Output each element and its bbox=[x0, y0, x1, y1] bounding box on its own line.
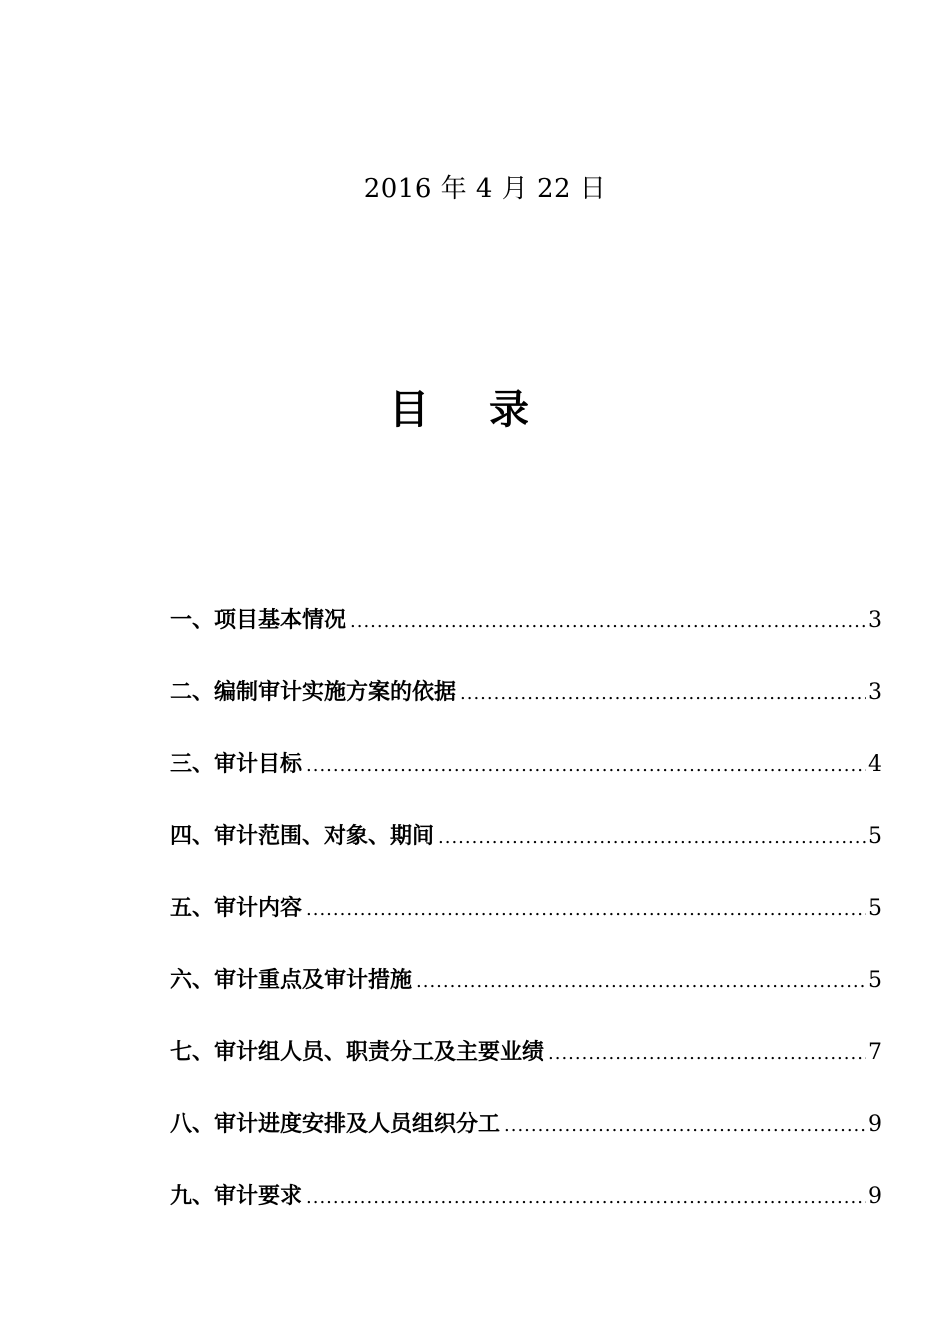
toc-entry-3[interactable] bbox=[170, 744, 882, 816]
dot-leader bbox=[306, 890, 866, 930]
dot-leader bbox=[504, 1106, 866, 1146]
toc-entry-8[interactable] bbox=[170, 1104, 882, 1176]
toc-entry-label: 六、审计重点及审计措施 bbox=[170, 967, 413, 993]
toc-entry-2[interactable] bbox=[170, 672, 882, 744]
toc-entry-label: 四、审计范围、对象、期间 bbox=[170, 823, 435, 849]
toc-entry-5[interactable] bbox=[170, 888, 882, 960]
dot-leader bbox=[306, 746, 866, 786]
toc-entry-label: 五、审计内容 bbox=[170, 895, 303, 921]
table-of-contents bbox=[170, 600, 882, 1248]
toc-entry-label: 九、审计要求 bbox=[170, 1183, 303, 1209]
toc-title: 目录 bbox=[389, 386, 589, 433]
toc-entry-label: 八、审计进度安排及人员组织分工 bbox=[170, 1111, 501, 1137]
toc-entry-page: 4 bbox=[868, 752, 882, 777]
dot-leader bbox=[548, 1034, 866, 1074]
toc-entry-page: 5 bbox=[868, 824, 882, 849]
toc-entry-page: 9 bbox=[868, 1112, 882, 1137]
dot-leader bbox=[350, 602, 866, 642]
dot-leader bbox=[416, 962, 866, 1002]
toc-entry-label: 一、项目基本情况 bbox=[170, 607, 347, 633]
toc-entry-4[interactable] bbox=[170, 816, 882, 888]
dot-leader bbox=[306, 1178, 866, 1218]
toc-entry-label: 三、审计目标 bbox=[170, 751, 303, 777]
toc-entry-page: 3 bbox=[868, 680, 882, 705]
toc-entry-page: 7 bbox=[868, 1040, 882, 1065]
toc-entry-9[interactable] bbox=[170, 1176, 882, 1248]
toc-entry-label: 七、审计组人员、职责分工及主要业绩 bbox=[170, 1039, 545, 1065]
dot-leader bbox=[438, 818, 866, 858]
toc-entry-1[interactable] bbox=[170, 600, 882, 672]
toc-entry-6[interactable] bbox=[170, 960, 882, 1032]
toc-entry-7[interactable] bbox=[170, 1032, 882, 1104]
toc-entry-page: 9 bbox=[868, 1184, 882, 1209]
toc-entry-page: 3 bbox=[868, 608, 882, 633]
document-date: 2016 年 4 月 22 日 bbox=[363, 174, 607, 204]
toc-entry-page: 5 bbox=[868, 896, 882, 921]
toc-entry-page: 5 bbox=[868, 968, 882, 993]
dot-leader bbox=[460, 674, 866, 714]
toc-entry-label: 二、编制审计实施方案的依据 bbox=[170, 679, 457, 705]
